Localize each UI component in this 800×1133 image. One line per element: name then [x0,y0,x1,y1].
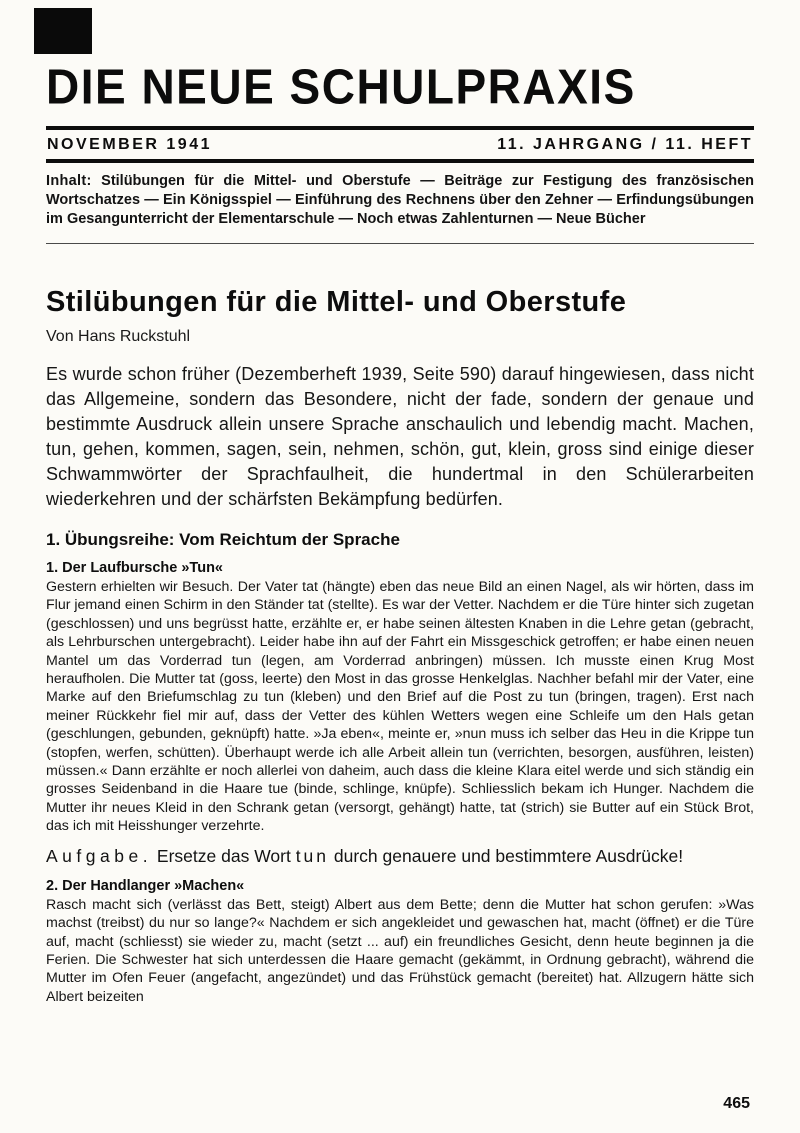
magazine-title: DIE NEUE SCHULPRAXIS [46,59,636,115]
task-text-after: durch genauere und bestimmtere Ausdrücke! [329,845,684,866]
exercise-1-heading: 1. Der Laufbursche »Tun« [46,560,223,576]
contents-label: Inhalt: [46,173,92,189]
issue-date: NOVEMBER 1941 [47,136,212,153]
contents-summary [46,172,754,229]
exercise-2-heading: 2. Der Handlanger »Machen« [46,877,245,894]
article [46,286,754,1006]
section-heading: 1. Übungsreihe: Vom Reichtum der Sprache [46,530,400,549]
byline: Von Hans Ruckstuhl [46,328,191,345]
task-keyword: tun [295,845,330,866]
contents-text: Stilübungen für die Mittel- und Oberstufe — Beiträge zur Festigung des französischen Wortschatzes — Ein Königsspiel — Einführung des Rechnens über den Zehner — Erfindungsübungen im Gesangunterricht der Elementarschule — Noch etwas Zahlenturnen — Neue Bücher [46,173,754,227]
article-title: Stilübungen für die Mittel- und Oberstufe [46,286,627,318]
scan-corner-mark [34,8,92,54]
page-number: 465 [723,1095,750,1112]
exercise-1-text: Gestern erhielten wir Besuch. Der Vater tat (hängte) eben das neue Bild an einen Nagel, als wir hörten, dass im Flur jemand einen Schirm in den Ständer tat (stellte). Es war der Vetter. Nachdem er die Türe hinter sich zugetan (geschlossen) und uns begrüsst hatte, erzählte er, er habe seinen ältesten Knaben in die Lehre getan (gebracht, als Lehrburschen untergebracht). Leider habe ihn auf der Fahrt ein Missgeschick getroffen; er habe einen neuen Mantel um das Vorderrad tun (legen, am Vorderrad anbringen) müssen. Ich musste einen Krug Most heraufholen. Die Mutter tat (goss, leerte) den Most in das grosse Henkelglas. Nachher befahl mir der Vater, eine Marke auf den Briefumschlag zu tun (kleben) und den Brief auf die Post zu tun (bringen, tragen). Erst nach meiner Rückkehr fiel mir auf, dass der Vetter des kühlen Wetters wegen eine Schleife um den Hals getan (geschlungen, gebunden, geknüpft) hatte. »Ja eben«, meinte er, »nun muss ich selber das Heu in die Krippe tun (stopfen, werfen, schütten). Überhaupt werde ich alle Arbeit allein tun (verrichten, besorgen, ausführen, leisten) müssen.« Dann erzählte er noch allerlei von daheim, auch dass die kleine Klara eitel werde und sich ständig ein grosses Seidenband in die Haare tue (binde, schlinge, knüpfe). Schliesslich bekam ich Hunger. Nachdem die Mutter ihr neues Kleid in den Schrank getan (versorgt, gehängt) hatte, tat (strich) sie Butter auf ein Stück Brot, das ich mit Heisshunger verzehrte. [46,579,754,835]
exercise-2-text: Rasch macht sich (verlässt das Bett, steigt) Albert aus dem Bette; denn die Mutter hat schon gerufen: »Was machst (treibst) du nur so lange?« Nachdem er sich angekleidet und gewaschen hat, macht (öffnet) er die Türe auf, macht (schliesst) sie wieder zu, macht (setzt ... auf) ein freundliches Gesicht, denn heute beginnen ja die Ferien. Die Schwester hat sich unterdessen die Haare gemacht (gekämmt, in Ordnung gebracht), während die Mutter im Ofen Feuer (angefacht, angezündet) und das Frühstück gemacht (bereitet) hat. Allzugern hätte sich Albert beizeiten [46,896,754,1005]
issue-line [46,130,754,159]
task-label: Aufgabe. [46,845,153,866]
issue-volume: 11. JAHRGANG / 11. HEFT [497,136,753,153]
contents-divider [46,243,754,244]
task-text-before: Ersetze das Wort [152,845,296,866]
intro-paragraph: Es wurde schon früher (Dezemberheft 1939, Seite 590) darauf hingewiesen, dass nicht das Allgemeine, sondern das Besondere, nicht der fade, sondern der genaue und bestimmte Ausdruck allein unsere Sprache anschaulich und lebendig macht. Machen, tun, gehen, kommen, sagen, sein, nehmen, schön, gut, klein, gross sind einige dieser Schwammwörter der Sprachfaulheit, die hundertmal in den Schülerarbeiten wiederkehren und der schärfsten Bekämpfung bedürfen. [46,364,754,509]
mid-rule [46,159,754,163]
masthead [46,58,754,244]
task-statement [46,844,754,868]
